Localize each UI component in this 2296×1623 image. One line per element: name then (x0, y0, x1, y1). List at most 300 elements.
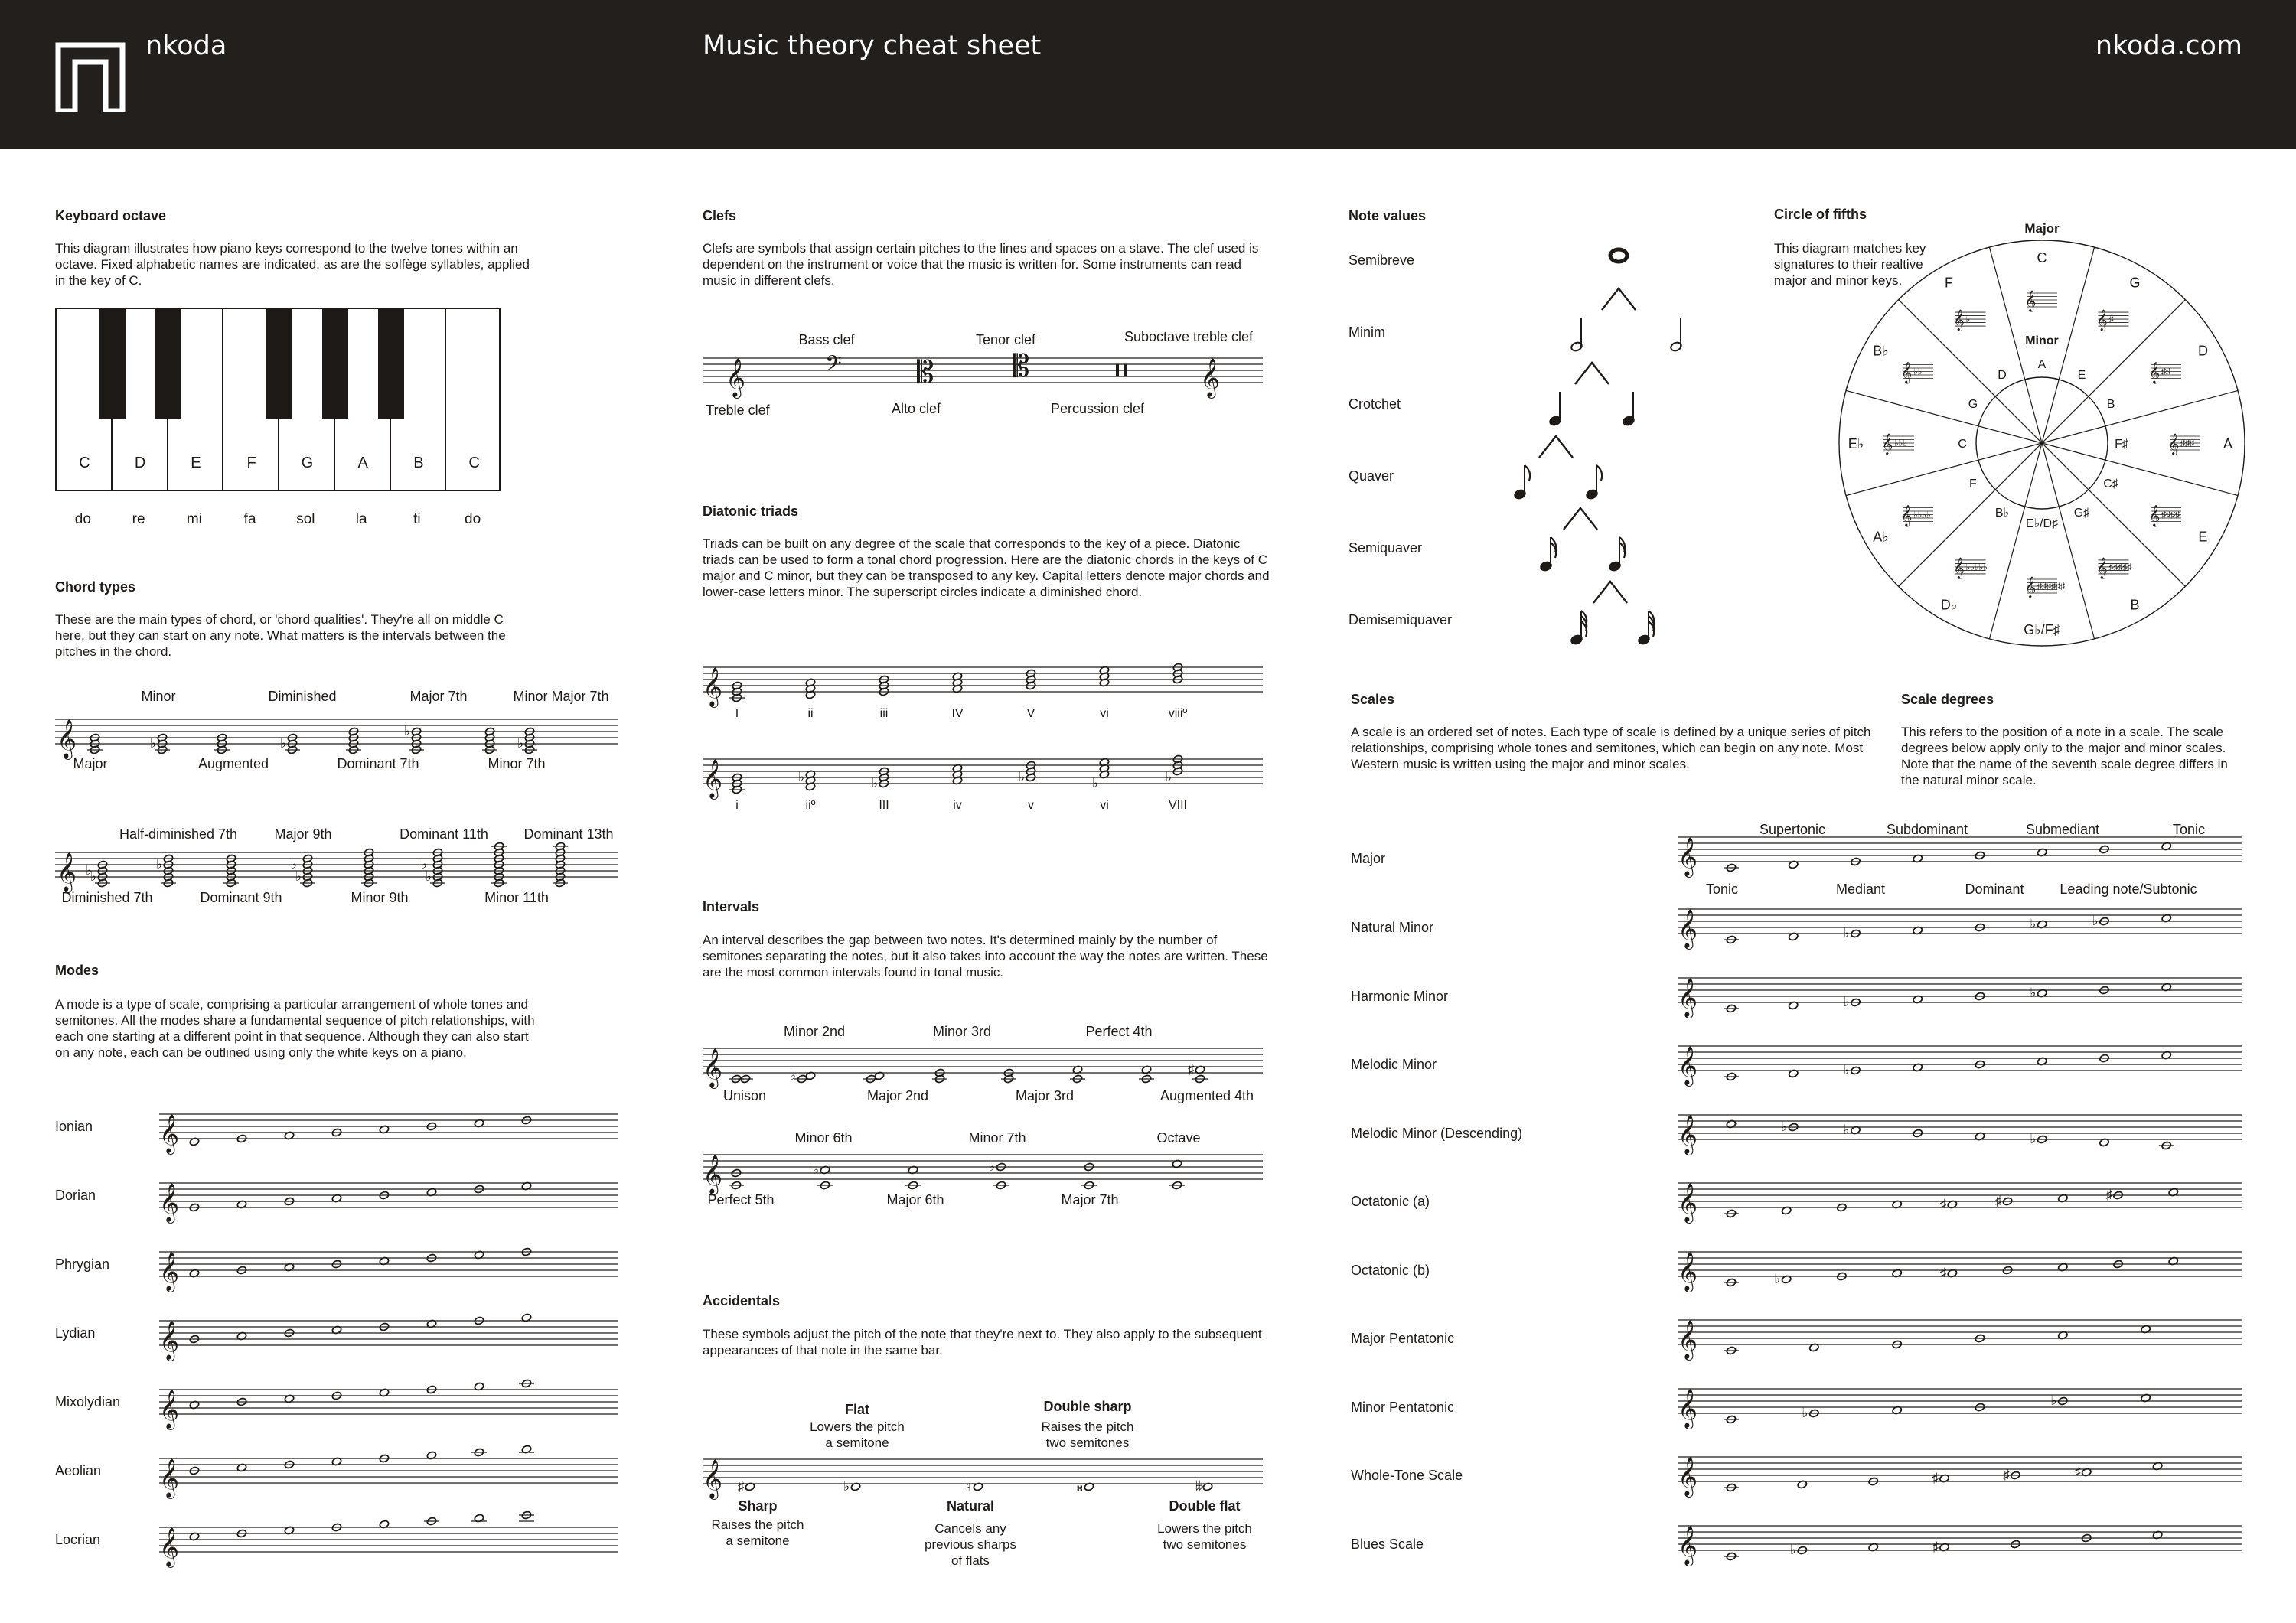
treble-clef-icon: 𝄞 (703, 1459, 723, 1498)
solfege-label: do (74, 511, 91, 527)
accidental-icon: ♭ (156, 857, 163, 872)
branch-icon (1564, 508, 1597, 530)
scale-label: Minor Pentatonic (1351, 1399, 1455, 1415)
scale-staff (1678, 1380, 2242, 1433)
scales-desc: A scale is an ordered set of notes. Each type of scale is defined by a unique series of pitch relationships, comprising whole tones and semitones, which can begin on any note. Most Western music is written using the major and minor scales. (1351, 725, 1871, 771)
chord-label: Dominant 7th (337, 756, 419, 771)
keyboard-title: Keyboard octave (55, 208, 167, 223)
sharp-desc-1: Raises the pitch (711, 1517, 804, 1532)
scale-staff (1678, 1037, 2242, 1090)
treble-clef-icon: 𝄞 (159, 1458, 180, 1498)
degree-label: Dominant (1965, 882, 2024, 897)
minor-key-label: B (2106, 398, 2115, 411)
mode-label-lydian: Lydian (55, 1325, 96, 1341)
degree-label: Tonic (1705, 882, 1739, 897)
clef-label: Bass clef (798, 332, 855, 347)
key-signature-icon (2149, 505, 2181, 527)
minor-key-label: F♯ (2115, 438, 2128, 451)
accidentals-staff (703, 1450, 1263, 1504)
treble-clef-icon: 𝄞 (703, 759, 723, 798)
accidental-icon: ♭ (2092, 914, 2099, 928)
scale-label: Harmonic Minor (1351, 988, 1449, 1004)
treble-clef-icon: 𝄞 (2148, 504, 2161, 526)
roman-numeral: i (735, 799, 739, 812)
double-sharp-desc-2: two semitones (1045, 1436, 1130, 1450)
flat-desc-2: a semitone (825, 1436, 889, 1450)
sharp-desc-2: a semitone (726, 1533, 790, 1548)
key-signature-accidentals: ♯♯♯♯♯ (2108, 561, 2132, 572)
chord-label: Dominant 9th (200, 890, 282, 905)
chord-types-title: Chord types (55, 579, 136, 595)
scale-label: Major Pentatonic (1351, 1331, 1455, 1346)
major-key-label: A (2223, 436, 2233, 451)
major-key-label: B (2130, 597, 2140, 613)
key-signature-accidentals: ♯♯♯♯♯♯ (2037, 581, 2065, 592)
clef-label: Treble clef (706, 402, 770, 418)
treble-clef-icon: 𝄞 (726, 358, 746, 397)
accidental-icon: ♭ (989, 1159, 996, 1174)
mode-staff (159, 1520, 618, 1566)
circle-of-fifths (1837, 216, 2250, 644)
accidental-icon: ♯ (1995, 1194, 2002, 1208)
roman-numeral: vi (1100, 799, 1109, 812)
accidental-icon: ♭ (790, 1068, 797, 1083)
degrees-title: Scale degrees (1901, 692, 1994, 707)
roman-numeral: ii (807, 707, 814, 720)
branch-icon (1602, 288, 1636, 310)
accidental-icon: 𝄪 (1077, 1479, 1083, 1494)
accidentals-desc: These symbols adjust the pitch of the note that they're next to. They also apply to the subsequent appearances of that note in the same bar. (703, 1327, 1262, 1357)
major-key-label: F (1945, 275, 1953, 291)
mode-label-ionian: Ionian (55, 1119, 93, 1134)
mode-label-phrygian: Phrygian (55, 1256, 110, 1272)
interval-label: Octave (1156, 1130, 1201, 1146)
treble-clef-icon: 𝄞 (1678, 1388, 1698, 1428)
key-signature-accidentals: ♯♯♯♯ (2161, 509, 2180, 520)
treble-clef-icon: 𝄞 (1678, 977, 1698, 1017)
interval-label: Minor 6th (794, 1130, 853, 1146)
note-value-label: Semibreve (1349, 253, 1415, 268)
percussion-clef-icon (1124, 364, 1127, 376)
key-signature-accidentals: ♯♯ (2161, 366, 2170, 377)
sector-line (1989, 443, 2042, 639)
accidental-icon: ♯ (738, 1479, 745, 1494)
note-flag (1525, 465, 1530, 481)
interval-label: Major 2nd (866, 1088, 929, 1103)
roman-numeral: VIII (1168, 799, 1188, 812)
accidental-icon: ♭ (1843, 994, 1850, 1009)
semibreve-icon (1610, 249, 1627, 262)
accidental-icon: ♭ (1843, 1063, 1850, 1077)
key-signature-accidentals: ♭♭♭♭♭ (1965, 561, 1988, 572)
branch-icon (1593, 582, 1627, 603)
accidental-icon: ♯ (1932, 1471, 1939, 1485)
accidental-icon: ♭ (1092, 775, 1099, 790)
interval-label: Minor 7th (968, 1130, 1026, 1146)
key-signature-icon (1901, 362, 1933, 384)
degree-label: Tonic (2172, 822, 2206, 837)
key-signature-icon (2097, 557, 2132, 579)
chord-label: Minor Major 7th (513, 689, 609, 704)
note-value-label: Semiquaver (1349, 540, 1423, 556)
accidental-icon: ♭ (1774, 1271, 1781, 1286)
intervals-staff-1 (703, 1039, 1263, 1093)
accidental-icon: ♭ (1019, 770, 1026, 784)
mode-label-locrian: Locrian (55, 1532, 101, 1547)
accidentals-title: Accidentals (703, 1293, 781, 1309)
scale-staff (1678, 900, 2242, 953)
interval-label: Major 6th (886, 1192, 944, 1207)
nkoda-logo-icon (55, 42, 126, 112)
degree-label: Submediant (2025, 822, 2100, 837)
accidental-icon: ♭ (798, 770, 805, 784)
key-label: C (468, 455, 480, 471)
treble-clef-icon: 𝄞 (1678, 1183, 1698, 1222)
key-signature-icon (1954, 557, 1988, 579)
minor-key-label: G♯ (2073, 507, 2090, 520)
solfege-label: sol (296, 511, 315, 527)
note-values-title: Note values (1349, 208, 1427, 223)
interval-label: Perfect 5th (707, 1192, 775, 1207)
scales-title: Scales (1351, 692, 1395, 707)
key-label: F (246, 455, 256, 471)
clef-label: Alto clef (891, 401, 941, 416)
treble-clef-icon: 𝄞 (57, 719, 77, 758)
interval-label: Minor 3rd (932, 1024, 992, 1039)
key-signature-accidentals: ♭ (1965, 314, 1971, 325)
note-value-label: Quaver (1349, 468, 1394, 484)
scale-staff (1678, 969, 2242, 1022)
degree-label: Subdominant (1886, 822, 1968, 837)
interval-label: Minor 2nd (783, 1024, 846, 1039)
roman-numeral: vi (1100, 707, 1109, 720)
interval-label: Major 3rd (1015, 1088, 1075, 1103)
scale-staff (1678, 1311, 2242, 1364)
interval-label: Major 7th (1061, 1192, 1119, 1207)
treble-clef-icon: 𝄞 (1678, 1046, 1698, 1085)
double-flat-name: Double flat (1169, 1498, 1241, 1514)
triads-minor-staff (703, 750, 1263, 803)
treble-clef-icon: 𝄞 (1901, 504, 1913, 526)
treble-clef-icon: 𝄞 (159, 1183, 180, 1222)
accidental-icon: ♭ (517, 736, 524, 751)
treble-clef-icon: 𝄞 (159, 1114, 180, 1153)
treble-clef-icon: 𝄞 (1901, 361, 1913, 383)
scale-label: Blues Scale (1351, 1536, 1424, 1552)
accidental-icon: ♭ (813, 1162, 820, 1177)
minor-key-label: F (1969, 477, 1977, 490)
mode-staff (159, 1313, 618, 1359)
accidental-icon: ♭ (2050, 1393, 2057, 1408)
page-title: Music theory cheat sheet (703, 31, 1042, 61)
double-sharp-desc-1: Raises the pitch (1041, 1419, 1134, 1434)
scale-staff (1678, 1106, 2242, 1159)
sector-line (2042, 390, 2238, 443)
chord-label: Dominant 11th (400, 826, 488, 842)
treble-clef-icon: 𝄞 (1678, 1457, 1698, 1496)
chord-types-desc: These are the main types of chord, or 'chord qualities'. They're all on middle C here, but they can start on any note. What matters is the intervals between the pitches in the chord. (55, 612, 506, 659)
degrees-desc: This refers to the position of a note in a scale. The scale degrees below apply only to the major and minor scales. Note that the name of the seventh scale degree differs in the natural minor scale. (1901, 725, 2228, 787)
accidental-icon: ♯ (2074, 1465, 2081, 1479)
accidental-icon: ♭ (1781, 1119, 1788, 1134)
roman-numeral: iv (953, 799, 962, 812)
solfege-label: fa (243, 511, 256, 527)
branch-icon (1575, 363, 1609, 384)
major-key-label: D♭ (1940, 597, 1958, 613)
roman-numeral: V (1026, 707, 1035, 720)
key-signature-icon (1901, 505, 1933, 527)
natural-desc-2: previous sharps (924, 1537, 1017, 1552)
accidental-icon: ♭ (1789, 1542, 1796, 1557)
tenor-clef-icon: 𝄡 (1013, 349, 1030, 384)
accidental-icon: ♭ (421, 857, 428, 872)
chord-label: Dominant 13th (523, 826, 614, 842)
key-label: B (413, 455, 424, 471)
scale-staff (1678, 826, 2242, 880)
note-value-label: Minim (1349, 324, 1385, 340)
accidental-icon: ♭ (86, 863, 93, 878)
accidental-icon: ♭ (150, 736, 157, 751)
treble-clef-icon: 𝄞 (159, 1527, 180, 1566)
treble-clef-icon: 𝄞 (1953, 556, 1965, 578)
major-key-label: G♭/F♯ (2024, 622, 2060, 637)
natural-desc-1: Cancels any (934, 1521, 1006, 1536)
mode-label-dorian: Dorian (55, 1188, 96, 1203)
roman-numeral: IV (951, 707, 964, 720)
black-key (378, 309, 404, 419)
black-key (322, 309, 348, 419)
key-signature-icon (2149, 362, 2181, 384)
treble-clef-icon: 𝄞 (1678, 1320, 1698, 1359)
chord-label: Minor 11th (484, 890, 549, 905)
major-key-label: E (2198, 529, 2208, 545)
intervals-title: Intervals (703, 899, 760, 914)
roman-numeral: v (1028, 799, 1034, 812)
scale-staff (1678, 1448, 2242, 1501)
scale-label: Octatonic (a) (1351, 1194, 1430, 1209)
minor-key-label: E (2077, 368, 2086, 382)
accidental-icon: ♯ (2003, 1468, 2010, 1482)
site-link[interactable]: nkoda.com (2095, 31, 2242, 61)
bass-clef-icon: 𝄢 (825, 351, 842, 382)
minor-label: Minor (2025, 334, 2059, 347)
clefs-title: Clefs (703, 208, 737, 223)
roman-numeral: I (735, 707, 739, 720)
accidental-icon: ♭ (872, 775, 879, 790)
scale-label: Natural Minor (1351, 920, 1434, 935)
accidental-icon: 𝄫 (1195, 1479, 1204, 1494)
key-signature-accidentals: ♭♭♭♭ (1913, 509, 1931, 520)
key-label: E (191, 455, 201, 471)
chord-label: Half-diminished 7th (119, 826, 238, 842)
minor-key-label: C (1958, 438, 1967, 451)
key-label: A (357, 455, 368, 471)
key-signature-icon (2097, 309, 2129, 331)
treble-clef-icon: 𝄞 (2168, 433, 2180, 455)
major-key-label: G (2129, 275, 2141, 291)
triads-desc: Triads can be built on any degree of the scale that corresponds to the key of a piece. Diatonic triads can be used to form a tonal chord progression. Here are the diatonic chords in the keys of C major and C minor, but they can be transposed to any key. Capital letters denote major chords and lower-case letters minor. The superscript circles indicate a diminished chord. (703, 536, 1270, 599)
chord-label: Augmented (197, 756, 269, 771)
degree-label: Mediant (1835, 882, 1886, 897)
treble-clef-icon: 𝄞 (159, 1390, 180, 1429)
mode-label-aeolian: Aeolian (55, 1463, 102, 1478)
interval-label: Unison (722, 1088, 767, 1103)
accidental-icon: ♭ (1802, 1405, 1808, 1420)
key-signature-icon (1954, 309, 1986, 331)
minor-key-label: E♭/D♯ (2025, 517, 2059, 530)
clef-label: Suboctave treble clef (1124, 329, 1254, 344)
clefs-desc: Clefs are symbols that assign certain pitches to the lines and spaces on a stave. The clef used is dependent on the instrument or voice that the music is written for. Some instruments can read music in different clefs. (703, 241, 1259, 288)
mode-staff (159, 1175, 618, 1221)
roman-numeral: viiiº (1168, 707, 1188, 720)
note-value-label: Crotchet (1349, 396, 1401, 412)
key-signature-icon (2025, 290, 2057, 312)
mode-staff (159, 1451, 618, 1497)
interval-label: Augmented 4th (1159, 1088, 1254, 1103)
triads-major-staff (703, 658, 1263, 712)
treble-clef-icon: 𝄞 (1678, 1251, 1698, 1291)
modes-title: Modes (55, 963, 99, 978)
solfege-label: la (355, 511, 367, 527)
treble-clef-icon: 𝄞 (703, 1155, 723, 1194)
black-key (155, 309, 181, 419)
minor-key-label: A (2037, 358, 2047, 371)
major-label: Major (2024, 221, 2060, 236)
accidental-icon: ♯ (1932, 1539, 1939, 1554)
solfege-label: re (132, 511, 145, 527)
chord-label: Major 7th (409, 689, 468, 704)
natural-name: Natural (946, 1498, 995, 1514)
key-signature-accidentals: ♭♭ (1913, 366, 1923, 377)
sector-line (1846, 390, 2042, 443)
mode-label-mixolydian: Mixolydian (55, 1394, 121, 1410)
accidental-icon: ♭ (2030, 985, 2037, 1000)
keyboard-desc: This diagram illustrates how piano keys correspond to the twelve tones within an octave. Fixed alphabetic names are indicated, as are the solfège syllables, applied in the key of C. (55, 241, 530, 288)
chord-label: Major (73, 756, 108, 771)
treble-clef-icon: 𝄞 (1882, 433, 1893, 455)
accidental-icon: ♭ (2030, 1131, 2037, 1146)
treble-clef-icon: 𝄞 (703, 667, 723, 706)
scale-label: Melodic Minor (1351, 1057, 1437, 1072)
clefs-staff (703, 349, 1263, 410)
degree-label: Supertonic (1759, 822, 1826, 837)
mode-staff (159, 1106, 618, 1152)
treble-clef-icon: 𝄞 (159, 1252, 180, 1291)
piano-keyboard (55, 308, 501, 491)
chord-label: Diminished 7th (61, 890, 153, 905)
accidental-icon: ♭ (1166, 770, 1172, 784)
modes-desc: A mode is a type of scale, comprising a particular arrangement of whole tones and semitones. All the modes share a fundamental sequence of pitch relationships, with each one starting at a different point in that sequence. Although they can also start on any note, each can be outlined using only the white keys on a piano. (55, 997, 535, 1060)
major-key-label: D (2197, 343, 2208, 359)
accidental-icon: ♮ (966, 1479, 971, 1494)
accidental-icon: ♭ (280, 736, 287, 751)
major-key-label: E♭ (1848, 436, 1864, 451)
chord-label: Diminished (268, 689, 337, 704)
accidental-icon: ♭ (1843, 1122, 1850, 1137)
major-key-label: A♭ (1873, 529, 1889, 545)
accidental-icon: ♭ (295, 869, 302, 884)
roman-numeral: iii (879, 707, 889, 720)
black-key (99, 309, 126, 419)
scale-label: Melodic Minor (Descending) (1351, 1125, 1523, 1141)
clef-label: Percussion clef (1050, 401, 1145, 416)
black-key (266, 309, 292, 419)
chord-label: Minor 7th (488, 756, 546, 771)
accidental-icon: ♯ (1939, 1265, 1947, 1280)
roman-numeral: III (879, 799, 889, 812)
key-label: C (79, 455, 90, 471)
minor-key-label: C♯ (2103, 477, 2118, 490)
double-flat-desc-1: Lowers the pitch (1157, 1521, 1252, 1536)
flat-desc-1: Lowers the pitch (810, 1419, 905, 1434)
note-value-tree (1485, 237, 1684, 650)
treble-clef-icon: 𝄞 (703, 1048, 723, 1087)
scale-label: Whole-Tone Scale (1351, 1468, 1463, 1483)
treble-clef-icon: 𝄞 (57, 852, 77, 891)
scale-staff (1678, 1174, 2242, 1227)
accidental-icon: ♯ (1188, 1062, 1195, 1077)
treble-clef-icon: 𝄞 (1678, 909, 1698, 948)
accidental-icon: ♭ (90, 869, 97, 884)
branch-icon (1539, 436, 1573, 458)
accidental-icon: ♭ (291, 857, 298, 872)
treble-clef-icon: 𝄞 (1953, 309, 1965, 331)
sector-line (2042, 443, 2238, 496)
key-label: G (301, 455, 314, 471)
double-flat-desc-2: two semitones (1163, 1537, 1247, 1552)
treble-clef-icon: 𝄞 (2096, 556, 2108, 578)
sector-line (2042, 443, 2095, 639)
treble-clef-icon: 𝄞 (2148, 361, 2161, 383)
solfege-label: do (465, 511, 481, 527)
clef-label: Tenor clef (975, 332, 1036, 347)
sharp-name: Sharp (738, 1498, 778, 1514)
intervals-desc: An interval describes the gap between two notes. It's determined mainly by the number of semitones separating the notes, but it also takes into account the way the notes are written. These are the most common intervals found in tonal music. (703, 933, 1268, 979)
accidental-icon: ♭ (843, 1479, 850, 1494)
key-signature-icon (2168, 433, 2200, 455)
treble-clef-icon: 𝄞 (1200, 358, 1221, 397)
flat-name: Flat (844, 1402, 870, 1417)
chord-label: Major 9th (274, 826, 332, 842)
treble-clef-icon: 𝄞 (159, 1321, 180, 1360)
key-label: D (134, 455, 146, 471)
major-key-label: C (2037, 250, 2047, 266)
minor-key-label: D (1998, 368, 2007, 382)
interval-label: Perfect 4th (1085, 1024, 1153, 1039)
solfege-label: mi (186, 511, 202, 527)
minor-key-label: B♭ (1994, 507, 2010, 520)
percussion-clef-icon (1116, 364, 1119, 376)
treble-clef-icon: 𝄞 (2025, 290, 2037, 311)
key-signature-accidentals: ♯ (2108, 314, 2114, 325)
circle-title: Circle of fifths (1774, 207, 1867, 222)
chord-label: Minor (141, 689, 176, 704)
accidental-icon: ♯ (2105, 1188, 2113, 1202)
treble-clef-icon: 𝄞 (1678, 837, 1698, 876)
scale-label: Major (1351, 851, 1386, 866)
treble-clef-icon: 𝄞 (2025, 576, 2037, 598)
sector-line (1846, 443, 2042, 496)
treble-clef-icon: 𝄞 (2096, 309, 2108, 331)
treble-clef-icon: 𝄞 (1678, 1525, 1698, 1565)
scale-label: Octatonic (b) (1351, 1262, 1430, 1278)
solfege-label: ti (413, 511, 421, 527)
intervals-staff-2 (703, 1146, 1263, 1199)
roman-numeral: iiº (805, 799, 816, 812)
minor-key-label: G (1968, 398, 1978, 411)
note-flag (1596, 465, 1602, 481)
chord-label: Minor 9th (351, 890, 409, 905)
